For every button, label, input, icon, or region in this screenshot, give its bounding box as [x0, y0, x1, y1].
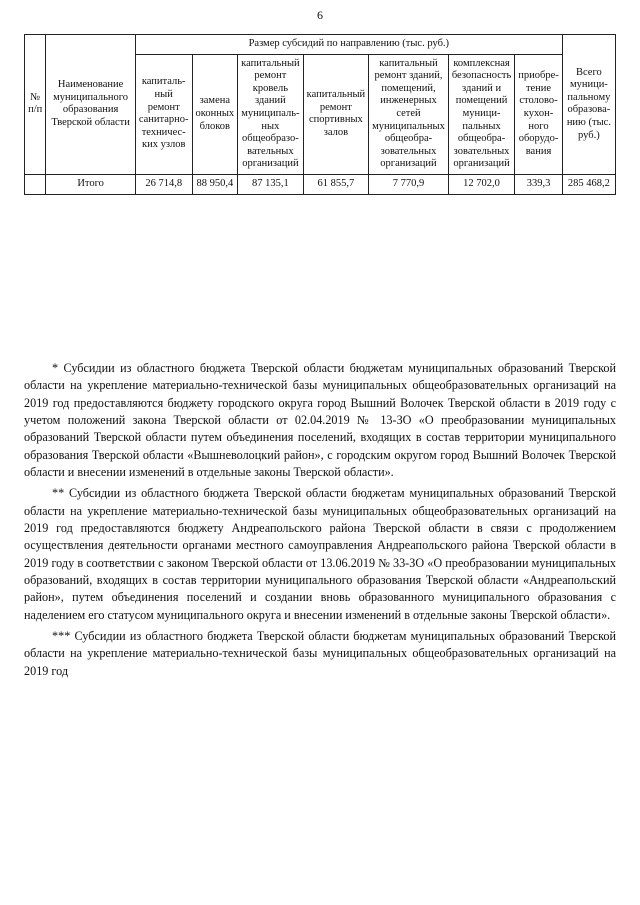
header-kitchen-equipment: приобре-тение столово-кухон-ного оборудо-вания	[515, 54, 563, 174]
header-security: комплексная безопасность зданий и помещений муници-пальных общеобра-зовательных организаций	[448, 54, 514, 174]
page-number: 6	[317, 8, 323, 22]
total-number-cell	[25, 174, 46, 194]
total-value: 88 950,4	[192, 174, 238, 194]
header-total: Всего муници-пальному образова-нию (тыс. руб.)	[562, 35, 615, 175]
header-subsidy-group: Размер субсидий по направлению (тыс. руб.)	[135, 35, 562, 55]
total-label: Итого	[46, 174, 136, 194]
total-value: 285 468,2	[562, 174, 615, 194]
footnote-2: ** Субсидии из областного бюджета Тверской области бюджетам муниципальных образований Тверской области на укрепление материально-технической базы муниципальных общеобразовательных организаций на 2019 год предоставляются бюджету Андреапольского района Тверской области в связи с продолжением осуществления деятельности органами местного самоуправления Андреапольского района Тверской области в 2019 году в соответствии с законом Тверской области от 13.06.2019 № 33-ЗО «О преобразовании муниципальных образований, входящих в состав территории муниципального образования Тверской области «Андреапольский район», путем объединения поселений и создании вновь образованного муниципального образования с наделением его статусом муниципального округа и внесении изменений в отдельные законы Тверской области».	[24, 486, 616, 622]
total-value: 61 855,7	[303, 174, 369, 194]
header-roof-repair: капитальный ремонт кровель зданий муниципаль-ных общеобразо-вательных организаций	[238, 54, 304, 174]
footnotes	[24, 360, 616, 684]
header-number: № п/п	[25, 35, 46, 175]
header-municipality: Наименование муниципального образования Тверской области	[46, 35, 136, 175]
footnote-1: * Субсидии из областного бюджета Тверской области бюджетам муниципальных образований Тверской области на укрепление материально-технической базы муниципальных общеобразовательных организаций на 2019 год предоставляются бюджету городского округа город Вышний Волочек Тверской области в 2019 году с учетом положений закона Тверской области от 02.04.2019 № 13-ЗО «О преобразовании муниципальных образований Тверской области путем объединения поселений, входящих в состав территории муниципального образования Тверской области «Вышневолоцкий район», с городским округом город Вышний Волочек Тверской области и внесении изменений в отдельные законы Тверской области».	[24, 361, 616, 479]
header-gym-repair: капитальный ремонт спортивных залов	[303, 54, 369, 174]
footnote-3: *** Субсидии из областного бюджета Тверской области бюджетам муниципальных образований Тверской области на укрепление материально-технической базы муниципальных общеобразовательных организаций на 2019 год	[24, 628, 616, 678]
total-value: 7 770,9	[369, 174, 449, 194]
subsidy-table	[24, 34, 616, 195]
header-building-repair: капитальный ремонт зданий, помещений, инженерных сетей муниципальных общеобра-зовательных организаций	[369, 54, 449, 174]
total-row	[25, 174, 616, 194]
total-value: 339,3	[515, 174, 563, 194]
total-value: 12 702,0	[448, 174, 514, 194]
header-sanitary-repair: капиталь-ный ремонт санитарно-техничес-ких узлов	[135, 54, 192, 174]
total-value: 26 714,8	[135, 174, 192, 194]
total-value: 87 135,1	[238, 174, 304, 194]
header-window-replacement: замена оконных блоков	[192, 54, 238, 174]
